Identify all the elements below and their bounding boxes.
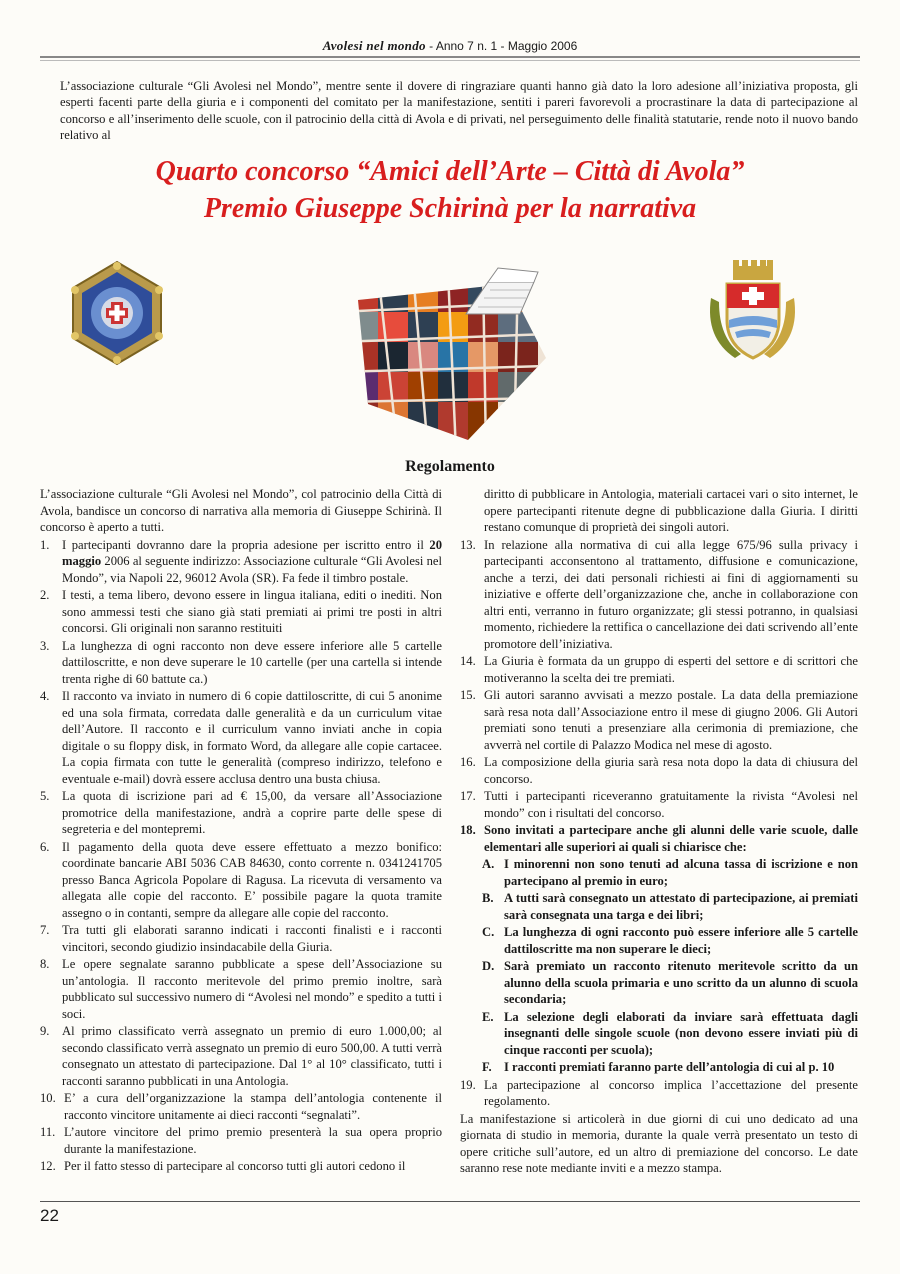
- closing-paragraph: La manifestazione si articolerà in due giorni di cui uno dedicato ad una giornata di studio in memoria, durante la quale verrà presentato un testo di opere critiche sull’autore, ed un altro di premiazione del concorso. Le date saranno rese note mediante inviti e a mezzo stampa.: [460, 1111, 858, 1175]
- rule-item-1: 1. I partecipanti dovranno dare la propria adesione per iscritto entro il 20 maggio 2006 al seguente indirizzo: Associazione culturale “Gli Avolesi nel Mondo”, via Napoli 22, 96012 Avola (SR). Fa fede il timbro postale.: [40, 537, 442, 585]
- rule-item-19: 19. La partecipazione al concorso implica l’accettazione del presente regolamento.: [460, 1077, 858, 1108]
- prize-subtitle: Premio Giuseppe Schirinà per la narrativa: [203, 193, 697, 224]
- rules-column-left: [40, 486, 442, 1176]
- running-header: [40, 38, 860, 54]
- rule-item-2: 2. I testi, a tema libero, devono essere in lingua italiana, editi o inediti. Non sono ammessi testi che siano già stati premiati ai primi tre posti in altri concorsi. Gli originali non saranno restituiti: [40, 588, 442, 635]
- header-rule-thin: [40, 60, 860, 61]
- rules-preamble: L’associazione culturale “Gli Avolesi nel Mondo”, col patrocinio della Città di Avola, bandisce un concorso di narrativa alla memoria di Giuseppe Schirinà. Il concorso è aperto a tutti.: [40, 487, 442, 534]
- school-subitem-c: C. La lunghezza di ogni racconto può essere inferiore alle 5 cartelle dattiloscritte ma non superare le dieci;: [482, 925, 858, 956]
- rule-item-18: 18. Sono invitati a partecipare anche gli alunni delle varie scuole, dalle elementari alle superiori ai quali si chiarisce che:: [460, 823, 858, 854]
- school-subitem-a: A. I minorenni non sono tenuti ad alcuna tassa di iscrizione e non partecipano al premio in euro;: [482, 857, 858, 888]
- city-crest-icon: [705, 258, 800, 373]
- rule-item-17: 17. Tutti i partecipanti riceveranno gratuitamente la rivista “Avolesi nel mondo” con i risultati del concorso.: [460, 789, 858, 820]
- intro-paragraph: L’associazione culturale “Gli Avolesi nel Mondo”, mentre sente il dovere di ringraziare quanti hanno già dato la loro adesione all’iniziativa proposta, gli esperti facenti parte della giuria e i componenti del comitato per la manifestazione, sentiti i pareri favorevoli a procrastinare la data di partecipazione al concorso e all’inserimento delle scuole, con il patrocinio della città di Avola e di privati, nel perseguimento delle finalità statutarie, rende noto il nuovo bando relativo al: [60, 79, 858, 143]
- rule-item-6: 6. Il pagamento della quota deve essere effettuato a mezzo bonifico: coordinate bancarie ABI 5036 CAB 84630, conto corrente n. 0341241705 presso Banca Agricola Popolare di Ragusa. La ricevuta di versamento va allegata alle copie del racconto. E’ possibile pagare la quota tramite assegno o in contanti, sempre da allegare alle copie del racconto.: [40, 839, 442, 920]
- rule-item-12: 12. Per il fatto stesso di partecipare al concorso tutti gli autori cedono il: [40, 1159, 406, 1173]
- school-subitem-e: E. La selezione degli elaborati da inviare sarà effettuata dagli insegnanti delle singole scuole (non devono essere inviati più di cinque racconti per scuola);: [482, 1009, 858, 1057]
- rule-item-4: 4. Il racconto va inviato in numero di 6 copie dattiloscritte, di cui 5 anonime ed una sola firmata, corredata dalle generalità e da un curriculum vitae dell’Autore. Il racconto e il curriculum vanno inviati anche in copia digitale o su floppy disk, in formato Word, da allegare alle copie cartacee. La copia firmata con tutte le generalità (compreso indirizzo, telefono e eventuale e-mail) dovrà essere acclusa dentro una busta chiusa.: [40, 689, 442, 786]
- rule-item-8: 8. Le opere segnalate saranno pubblicate a spese dell’Associazione su un’antologia. Il racconto meritevole del primo premio inoltre, sarà pubblicato sul successivo numero di “Avolesi nel mondo” e spedito a tutti i soci.: [40, 957, 442, 1021]
- rule-item-10: 10. E’ a cura dell’organizzazione la stampa dell’antologia contenente il racconto vincitore unitamente ai dieci racconti “segnalati”.: [40, 1091, 442, 1122]
- magazine-name: Avolesi nel mondo: [322, 38, 426, 53]
- deadline-date: 20 maggio: [62, 537, 442, 568]
- contest-title: Quarto concorso “Amici dell’Arte – Città di Avola”: [155, 156, 745, 187]
- section-heading: Regolamento: [405, 458, 495, 475]
- painting-with-book-icon: [338, 262, 564, 452]
- rule-item-11: 11. L’autore vincitore del primo premio presenterà la sua opera proprio durante la manifestazione.: [40, 1125, 442, 1156]
- rule-item-5: 5. La quota di iscrizione pari ad € 15,00, da versare all’Associazione promotrice della manifestazione, andrà a coprire parte delle spese di segreteria e del montepremi.: [40, 789, 442, 836]
- header-rule: [40, 56, 860, 58]
- rule-item-13: 13. In relazione alla normativa di cui alla legge 675/96 sulla privacy i partecipanti acconsentono al trattamento, diffusione e comunicazione, anche a terzi, dei dati personali richiesti ai fini di aggiornamenti su iniziative e offerte dell’organizzazione che, anche in collaborazione con altri enti, verranno in futuro organizzate; gli stessi potranno, in qualsiasi momento, richiedere la rettifica o cancellazione dei dati scrivendo all’ente promotore dell’iniziativa.: [460, 537, 858, 651]
- rule-item-15: 15. Gli autori saranno avvisati a mezzo postale. La data della premiazione sarà resa nota dall’Associazione entro il mese di giugno 2006. Gli Autori premiati sono tenuti a presenziare alla cerimonia di premiazione, che avverrà nel cortile di Palazzo Modica nel mese di agosto.: [460, 688, 858, 752]
- school-subitem-d: D. Sarà premiato un racconto ritenuto meritevole scritto da un alunno della scuola primaria e uno scritto da un alunno di scuola secondaria;: [482, 959, 858, 1006]
- rule-item-9: 9. Al primo classificato verrà assegnato un premio di euro 1.000,00; al secondo classificato verrà assegnato un premio di euro 500,00. A tutti verrà consegnato un attestato di partecipazione. Dal 1° al 10° classificato, tutti i racconti saranno pubblicati in una Antologia.: [40, 1024, 442, 1088]
- issue-info: - Anno 7 n. 1 - Maggio 2006: [429, 39, 578, 53]
- rule-item-12-continued: diritto di pubblicare in Antologia, materiali cartacei vari o sito internet, le opere partecipanti ritenute degne di pubblicazione dalla Giuria. I diritti restano comunque di proprietà dei singoli autori.: [484, 487, 858, 534]
- association-emblem-icon: [62, 258, 172, 368]
- school-subitem-f: F. I racconti premiati faranno parte dell’antologia di cui al p. 10: [482, 1060, 835, 1074]
- rule-item-3: 3. La lunghezza di ogni racconto non deve essere inferiore alle 5 cartelle dattiloscritte, e non deve superare le 10 cartelle (per una cartella si intende trenta righe di 60 battute ca.): [40, 638, 442, 686]
- rule-item-14: 14. La Giuria è formata da un gruppo di esperti del settore e di scrittori che motiveranno la scelta dei tre premiati.: [460, 654, 858, 685]
- page-number: 22: [40, 1206, 59, 1225]
- rule-item-16: 16. La composizione della giuria sarà resa nota dopo la data di chiusura del concorso.: [460, 755, 858, 786]
- rule-item-7: 7. Tra tutti gli elaborati saranno indicati i racconti finalisti e i racconti vincitori, secondo giudizio insindacabile della Giuria.: [40, 923, 442, 954]
- rules-column-right: [460, 486, 858, 1177]
- footer-rule: [40, 1201, 860, 1202]
- school-subitem-b: B. A tutti sarà consegnato un attestato di partecipazione, ai premiati sarà consegnata una targa e dei libri;: [482, 891, 858, 922]
